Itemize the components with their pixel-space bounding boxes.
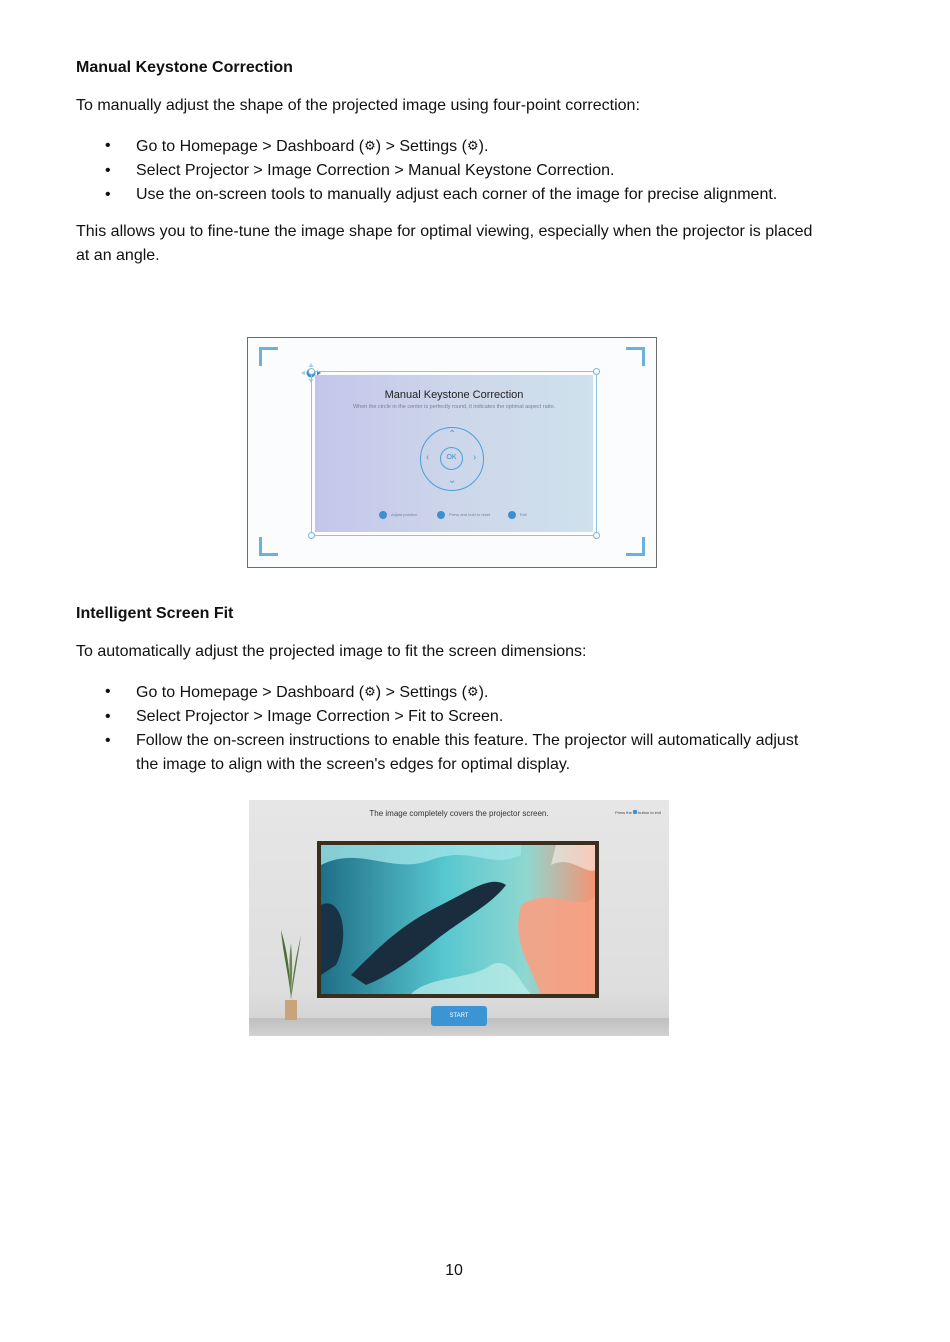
corner-handle [308, 368, 315, 375]
keystone-screenshot [247, 337, 657, 568]
gear-icon: ⚙ [466, 684, 479, 699]
dpad-control [420, 427, 484, 491]
keystone-frame [311, 371, 597, 536]
keystone-panel-title: Manual Keystone Correction [384, 389, 524, 401]
page-number: 10 [445, 1262, 463, 1279]
start-button: START [431, 1006, 487, 1026]
list-item: • Select Projector > Image Correction > Fit to Screen. [76, 705, 816, 729]
corner-marker [259, 537, 278, 556]
keystone-panel [315, 375, 593, 532]
step-text: ). [478, 138, 489, 155]
corner-marker [626, 347, 645, 366]
gear-icon: ⚙ [364, 684, 376, 699]
corner-handle [593, 368, 600, 375]
keystone-panel-subtitle: When the circle in the center is perfectly round, it indicates the optimal aspect ratio. [352, 404, 556, 410]
step-text: ). [478, 684, 489, 701]
gear-icon: ⚙ [466, 138, 479, 153]
section-heading-keystone: Manual Keystone Correction [76, 59, 293, 76]
screen-fit-intro: To automatically adjust the projected image to fit the screen dimensions: [76, 643, 587, 660]
chevron-down-icon: ⌄ [448, 475, 457, 486]
screen-fit-caption: The image completely covers the projector screen. [369, 809, 549, 818]
exit-hint [615, 810, 661, 815]
hint-exit [508, 511, 527, 519]
step-text: ) > Settings ( [375, 138, 467, 155]
remote-button-icon [508, 511, 516, 519]
screen-fit-steps [76, 680, 816, 777]
hint-text: button to exit [638, 810, 661, 815]
remote-button-icon [437, 511, 445, 519]
list-item: • Select Projector > Image Correction > Manual Keystone Correction. [76, 159, 816, 183]
keystone-steps [76, 134, 816, 207]
gear-icon: ⚙ [364, 138, 376, 153]
chevron-right-icon: › [473, 452, 477, 463]
section-heading-screen-fit: Intelligent Screen Fit [76, 605, 234, 622]
hint-text: Press the [614, 810, 632, 815]
hint-text: Press and hold to reset [449, 512, 491, 518]
list-item: • Use the on-screen tools to manually adjust each corner of the image for precise alignment. [76, 183, 816, 207]
corner-handle [593, 532, 600, 539]
corner-marker [259, 347, 278, 366]
remote-button-icon [633, 810, 637, 814]
hint-text: Adjust position [391, 512, 418, 518]
projected-image [321, 845, 595, 994]
keystone-intro: To manually adjust the shape of the projected image using four-point correction: [76, 97, 640, 114]
list-item: • Follow the on-screen instructions to enable this feature. The projector will automatically adjust the image to align with the screen's edges for optimal display. [76, 729, 816, 777]
chevron-left-icon: ‹ [426, 452, 430, 463]
corner-handle [308, 532, 315, 539]
plant-illustration [279, 925, 303, 1025]
step-text: Go to Homepage > Dashboard ( [136, 684, 365, 701]
hint-text: Exit [520, 512, 527, 518]
chevron-up-icon: ⌃ [448, 429, 457, 440]
list-item [76, 680, 816, 705]
keystone-summary: This allows you to fine-tune the image shape for optimal viewing, especially when the projector is placed at an angle. [76, 223, 813, 264]
remote-button-icon [379, 511, 387, 519]
ok-button: OK [440, 447, 463, 470]
projector-screen [317, 841, 599, 998]
list-item [76, 134, 816, 159]
step-text: Go to Homepage > Dashboard ( [136, 138, 365, 155]
hint-adjust [379, 511, 417, 519]
screen-fit-screenshot [249, 800, 669, 1036]
hint-reset [437, 511, 490, 519]
step-text: ) > Settings ( [375, 684, 467, 701]
corner-marker [626, 537, 645, 556]
